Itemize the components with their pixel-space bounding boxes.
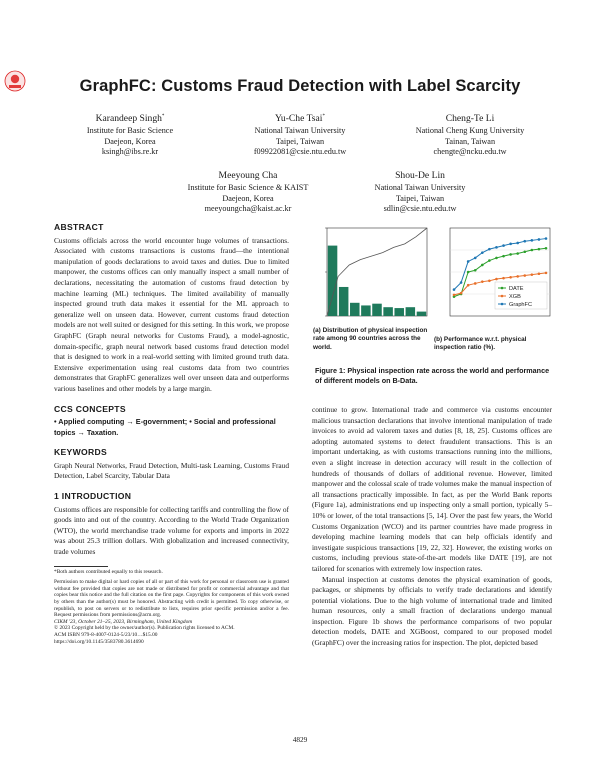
data-point (509, 243, 512, 246)
figure-1a-chart (313, 222, 433, 322)
data-point (545, 237, 548, 240)
bar (383, 307, 393, 316)
author-name: Cheng-Te Li (445, 113, 495, 125)
bar (406, 307, 416, 316)
data-point (509, 276, 512, 279)
bar (417, 312, 427, 316)
bar (372, 304, 382, 316)
author-affiliation: Institute for Basic Science (86, 126, 174, 136)
intro-heading: 1 INTRODUCTION (54, 491, 132, 502)
figure-1-caption: Figure 1: Physical inspection rate across the world and performance of different models on B-Data. (315, 366, 550, 385)
data-point (481, 280, 484, 283)
data-point (474, 257, 477, 260)
data-point (538, 248, 541, 251)
author-location: Tainan, Taiwan (444, 136, 496, 146)
author-location: Taipei, Taiwan (275, 136, 325, 146)
author-name: Karandeep Singh (95, 113, 162, 125)
legend-marker (501, 287, 504, 290)
bar (339, 287, 349, 316)
keywords-heading: KEYWORDS (54, 447, 108, 458)
data-point (531, 273, 534, 276)
author-name: Meeyoung Cha (218, 170, 278, 181)
data-point (495, 257, 498, 260)
data-point (502, 244, 505, 247)
author-affiliation: Institute for Basic Science & KAIST (187, 183, 309, 192)
data-point (531, 249, 534, 252)
legend-label: GraphFC (509, 302, 533, 308)
legend-marker (501, 295, 504, 298)
author-block (380, 111, 560, 158)
data-point (495, 278, 498, 281)
data-point (460, 281, 463, 284)
author-email: meeyoungcha@kaist.ac.kr (204, 204, 292, 214)
data-point (474, 269, 477, 272)
data-point (474, 282, 477, 285)
data-point (516, 242, 519, 245)
author-affiliation: National Taiwan University (374, 183, 466, 192)
author-block: Karandeep Singh* Institute for Basic Science Daejeon, Korea ksingh@ibs.re.kr (40, 111, 220, 158)
author-affiliation: National Taiwan University (254, 126, 346, 136)
left-column (54, 222, 289, 645)
footnote-equal: *Both authors contributed equally to this research. (54, 568, 163, 575)
data-point (516, 252, 519, 255)
legend-label: XGB (509, 294, 521, 300)
legend-marker (501, 303, 504, 306)
author-block (330, 170, 510, 215)
bar (328, 246, 338, 316)
author-affiliation: National Cheng Kung University (415, 126, 525, 136)
data-point (488, 259, 491, 262)
author-block: Yu-Che Tsai* National Taiwan University Taipei, Taiwan f09922081@csie.ntu.edu.tw (210, 111, 390, 158)
author-location: Daejeon, Korea (104, 136, 156, 146)
data-point (502, 277, 505, 280)
data-point (495, 246, 498, 249)
data-point (481, 251, 484, 254)
figure-1b-chart (436, 222, 556, 322)
data-point (516, 275, 519, 278)
bar (350, 303, 360, 316)
page-number: 4829 (292, 735, 308, 744)
data-point (481, 264, 484, 267)
data-point (467, 260, 470, 263)
data-point (502, 255, 505, 258)
abstract-heading: ABSTRACT (54, 222, 104, 232)
data-point (538, 272, 541, 275)
author-email: f09922081@csie.ntu.edu.tw (253, 147, 347, 157)
data-point (538, 238, 541, 241)
data-point (467, 271, 470, 274)
figure-1b-caption: (b) Performance w.r.t. physical inspection ratio (%). (434, 336, 527, 352)
footnote-permission: Permission to make digital or hard copies of all or part of this work for personal or classroom use is granted without fee provided that copies are not made or distributed for profit or commercial advantage and that copies bear this notice and the full citation on the first page. Copyrights for components of this work owned by others than the author(s) must be honored. Abstracting with credit is permitted. To copy otherwise, or republish, to post on servers or to redistribute to lists, requires prior specific permission and/or a fee. Request permissions from permissions@acm.org. (54, 579, 289, 619)
author-email: chengte@ncku.edu.tw (433, 147, 507, 157)
abstract-text: Customs officials across the world encounter huge volumes of transactions. Associated with customs transactions is customs fraud—the intentional manipulation of goods declarations to avoid taxes and duties. Due to limited manpower, the customs offices can only manually inspect a small number of declarations, necessitating the automation of customs fraud detection by machine learning (ML) techniques. The limited availability of manually inspected ground truth data makes it essential for the ML approach to generalize well on unseen data. However, current customs fraud detection models are not well suited or designed for this setting. In this work, we propose GraphFC (Graph neural networks for Customs Fraud), a model-agnostic, domain-specific, graph neural network based customs fraud detection model that is designed to work in a real-world setting with limited ground truth data. Extensive experimentation using real customs data from two countries demonstrates that GraphFC generalizes well over unseen data and outperforms various baselines and other models by a large margin. (54, 235, 289, 393)
legend-label: DATE (509, 286, 524, 292)
intro-paragraph: Manual inspection at customs denotes the physical examination of goods, packages, or shipments by officials to verify trade declarations and identify potential violations. Due to the high volume of international trade and limited human resources, only a small fraction of declarations undergo manual inspection. Figure 1b shows the performance comparisons of two popular detection models, DATE and XGBoost, compared to our proposed model (GraphFC) over the increasing ratios for inspection. The plot, depicted based (312, 574, 552, 648)
data-point (488, 280, 491, 283)
data-point (523, 240, 526, 243)
footnote-doi[interactable]: https://doi.org/10.1145/3583780.3614690 (54, 638, 144, 645)
paper-title: GraphFC: Customs Fraud Detection with Label Scarcity (79, 77, 521, 95)
footnote-rule (54, 566, 108, 567)
footnote-conf: CIKM '23, October 21–25, 2023, Birmingham, United Kingdom (54, 618, 193, 625)
ccs-text: • Applied computing → E-government; • Social and professional topics → Taxation. (54, 417, 276, 437)
ccs-heading: CCS CONCEPTS (54, 403, 126, 414)
footnote-copyright: © 2023 Copyright held by the owner/author(s). Publication rights licensed to ACM. (54, 625, 235, 632)
data-point (453, 294, 456, 297)
right-column (312, 405, 552, 649)
author-location: Daejeon, Korea (222, 193, 274, 203)
bar (361, 305, 371, 316)
author-email: ksingh@ibs.re.kr (101, 147, 159, 157)
data-point (545, 247, 548, 250)
data-point (460, 292, 463, 295)
data-point (467, 284, 470, 287)
keywords-text: Graph Neural Networks, Fraud Detection, Multi-task Learning, Customs Fraud Detection, Label Scarcity, Tabular Data (54, 460, 289, 481)
data-point (531, 239, 534, 242)
data-point (545, 272, 548, 275)
data-point (509, 253, 512, 256)
figure-1a-caption: (a) Distribution of physical inspection rate among 90 countries across the world. (313, 327, 428, 351)
author-location: Taipei, Taiwan (395, 193, 445, 203)
footnote-isbn: ACM ISBN 979-8-4007-0124-5/23/10…$15.00 (54, 631, 158, 638)
author-email: sdlin@csie.ntu.edu.tw (383, 204, 457, 214)
author-name: Yu-Che Tsai (275, 113, 323, 125)
intro-paragraph: continue to grow. International trade and commerce via customs encounter malicious transaction declarations that involve intentional manipulation of trade invoices to avoid ad valorem taxes and duties [8, 18, 25]. Customs offices are adopting automated systems to detect fraudulent transactions. This is an important undertaking, as with customs transactions running into the millions, even a slight increase in detection accuracy will result in the collection of hundreds of thousands of dollars of additional revenue. However, limited manpower and the colossal scale of trade volumes make the manual inspection of all transactions practically impossible. In fact, as per the World Bank reports (Figure 1a), administrations end up inspecting only a small portion, typically 5–10% or lower, of the total transactions [5, 14]. Over the past few years, the World Customs Organization (WCO) and its partner countries have made progress in developing machine learning models that can help officials identify and investigate suspicious transactions [19, 22, 32]. However, the existing works on customs, including previous state-of-the-art models like DATE [19], are not tailored for scenarios with extremely low inspection rates. (312, 405, 552, 573)
intro-paragraph: Customs offices are responsible for collecting tariffs and controlling the flow of goods into and out of the country. According to the World Trade Organization (WTO), the world merchandise trade volume for exports and imports in 2022 was about 25.3 trillion dollars. With globalization and increased connectivity, trade volumes (54, 504, 289, 557)
data-point (523, 250, 526, 253)
data-point (453, 288, 456, 291)
author-name: Shou-De Lin (395, 170, 445, 181)
data-point (523, 274, 526, 277)
data-point (488, 248, 491, 251)
author-block (158, 170, 338, 215)
bar (394, 308, 404, 316)
